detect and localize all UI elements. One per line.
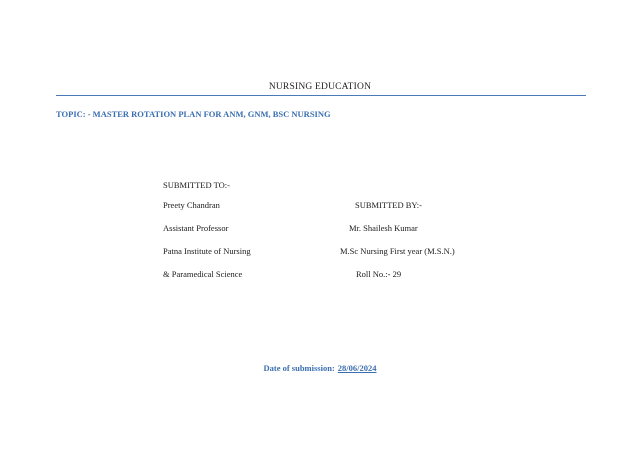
submitted-by-name: Mr. Shailesh Kumar	[349, 223, 418, 233]
submission-date-label: Date of submission:	[263, 363, 335, 373]
topic-heading: TOPIC: - MASTER ROTATION PLAN FOR ANM, GNM, BSC NURSING	[56, 109, 331, 119]
submitted-to-institute-cont: & Paramedical Science	[163, 269, 243, 279]
submitted-to-institute: Patna Institute of Nursing	[163, 246, 251, 256]
submitted-by-roll: Roll No.:- 29	[356, 269, 402, 279]
submission-date-value: 28/06/2024	[337, 363, 377, 373]
header-title: NURSING EDUCATION	[268, 82, 372, 92]
submitted-by-course: M.Sc Nursing First year (M.S.N.)	[340, 246, 455, 256]
submitted-to-name: Preety Chandran	[163, 200, 220, 210]
submitted-to-designation: Assistant Professor	[163, 223, 229, 233]
header-divider	[56, 95, 586, 96]
submitted-to-heading: SUBMITTED TO:-	[163, 180, 230, 190]
submitted-by-heading: SUBMITTED BY:-	[355, 200, 422, 210]
submission-date-line	[0, 363, 640, 373]
